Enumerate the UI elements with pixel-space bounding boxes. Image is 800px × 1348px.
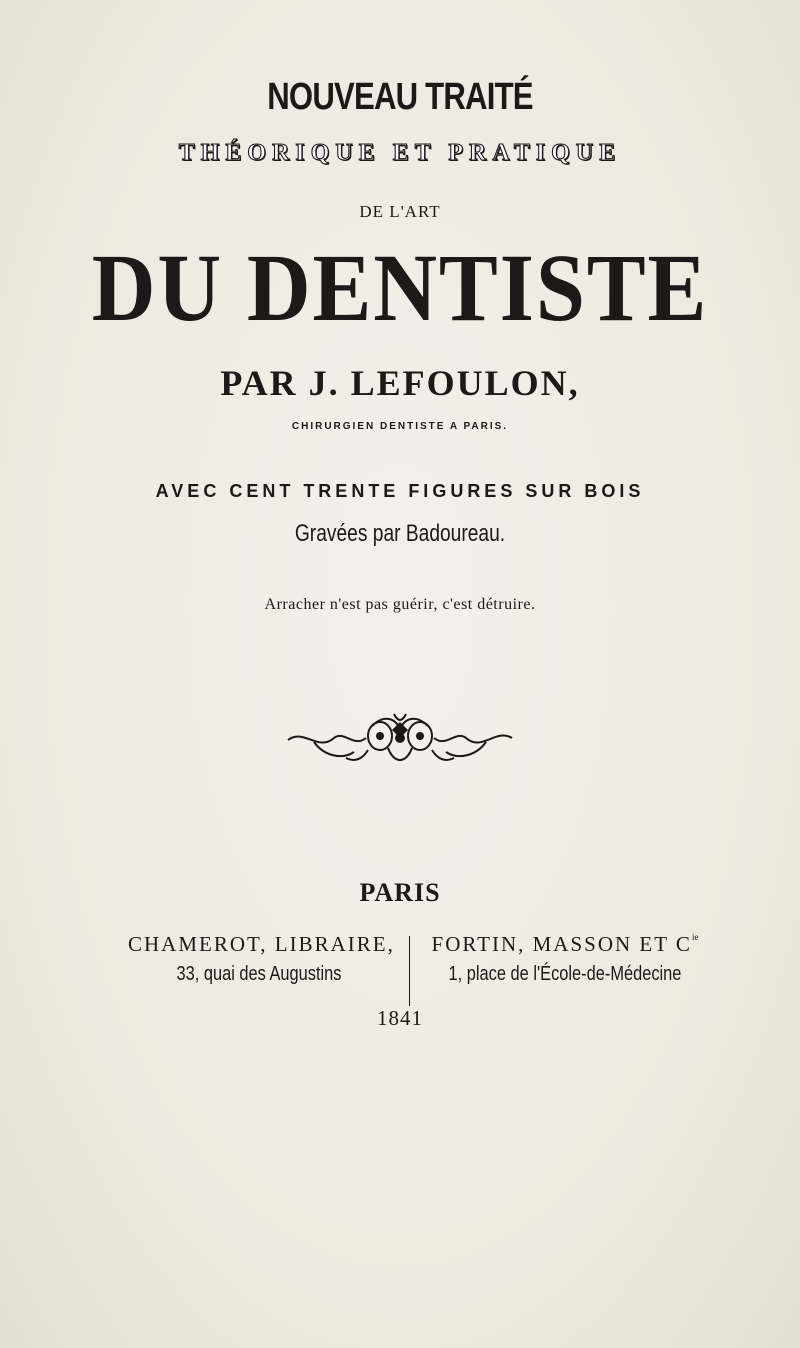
main-title: DU DENTISTE <box>91 234 709 341</box>
left-publisher: CHAMEROT, LIBRAIRE, <box>128 932 395 956</box>
imprint-place: PARIS <box>359 878 441 907</box>
engraver-line: Gravées par Badoureau. <box>294 520 506 547</box>
right-publisher-sup: ie <box>691 932 699 942</box>
author-title: CHIRURGIEN DENTISTE A PARIS. <box>291 421 509 432</box>
right-publisher-name: FORTIN, MASSON ET C <box>431 932 692 956</box>
left-address: 33, quai des Augustins <box>176 963 342 985</box>
title-line-1: NOUVEAU TRAITÉ <box>267 76 533 118</box>
figures-line: AVEC CENT TRENTE FIGURES SUR BOIS <box>155 481 645 501</box>
title-line-2: THÉORIQUE ET PRATIQUE <box>178 140 622 166</box>
right-publisher <box>420 932 710 957</box>
publication-year: 1841 <box>377 1006 423 1030</box>
right-address: 1, place de l'École-de-Médecine <box>448 963 682 985</box>
imprint-right <box>420 932 710 986</box>
title-line-3: DE L'ART <box>359 202 441 221</box>
epigraph: Arracher n'est pas guérir, c'est détruire. <box>264 596 536 613</box>
imprint-divider <box>409 936 410 1006</box>
imprint-left <box>128 932 395 986</box>
floral-vignette-icon <box>284 708 516 770</box>
author-line: PAR J. LEFOULON, <box>220 363 580 403</box>
